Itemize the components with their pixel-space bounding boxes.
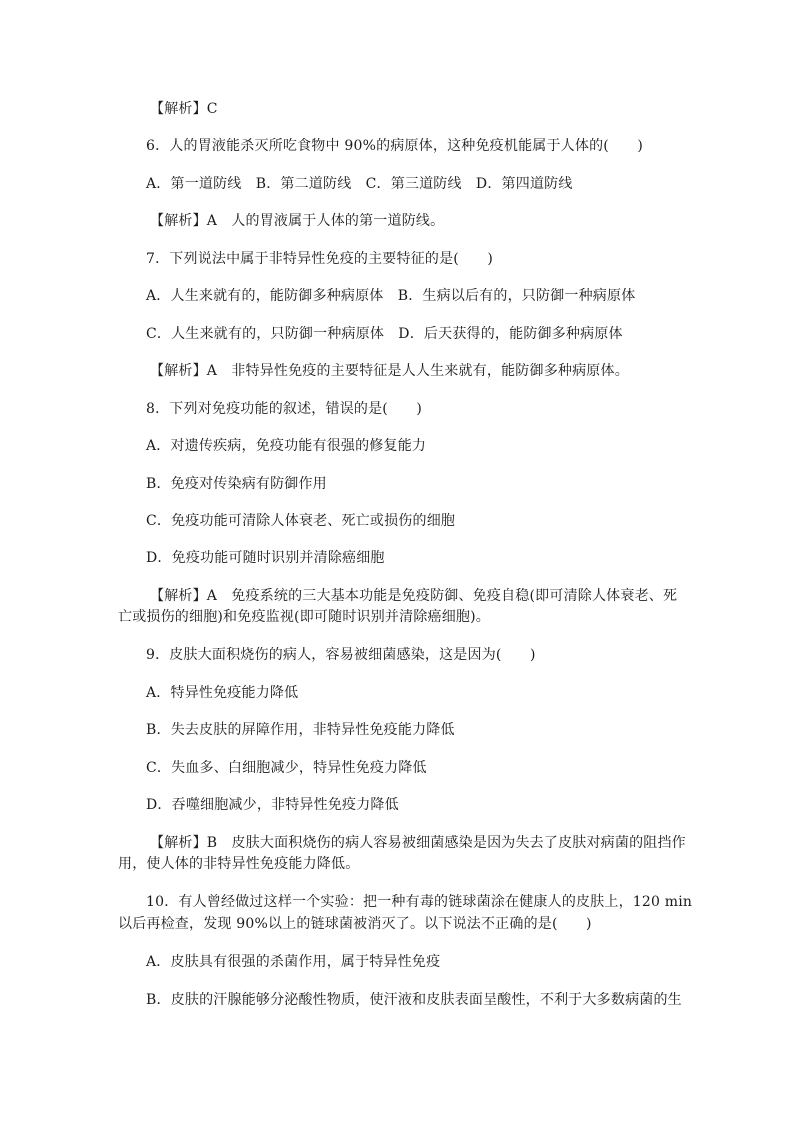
analysis-q9-line1: 【解析】B 皮肤大面积烧伤的病人容易被细菌感染是因为失去了皮肤对病菌的阻挡作 <box>150 835 686 851</box>
analysis-q7: 【解析】A 非特异性免疫的主要特征是人人生来就有，能防御多种病原体。 <box>150 363 629 379</box>
question-10-option-a: A．皮肤具有很强的杀菌作用，属于特异性免疫 <box>146 954 441 970</box>
question-9-option-a: A．特异性免疫能力降低 <box>146 685 299 701</box>
question-7-options-ab: A．人生来就有的，能防御多种病原体 B．生病以后有的，只防御一种病原体 <box>146 288 636 304</box>
question-7-options-cd: C．人生来就有的，只防御一种病原体 D．后天获得的，能防御多种病原体 <box>146 326 623 342</box>
question-8-option-b: B．免疫对传染病有防御作用 <box>146 476 327 492</box>
question-9-option-b: B．失去皮肤的屏障作用，非特异性免疫能力降低 <box>146 722 455 738</box>
question-6: 6．人的胃液能杀灭所吃食物中 90%的病原体，这种免疫机能属于人体的( ) <box>146 138 643 154</box>
question-6-options: A．第一道防线 B．第二道防线 C．第三道防线 D．第四道防线 <box>146 176 573 192</box>
question-8-option-d: D．免疫功能可随时识别并清除癌细胞 <box>146 550 385 566</box>
analysis-q8-line2: 亡或损伤的细胞)和免疫监视(即可随时识别并清除癌细胞)。 <box>118 609 490 625</box>
question-8-option-a: A．对遗传疾病，免疫功能有很强的修复能力 <box>146 438 427 454</box>
analysis-q5: 【解析】C <box>150 101 218 117</box>
question-7: 7．下列说法中属于非特异性免疫的主要特征的是( ) <box>146 251 494 267</box>
analysis-q8-line1: 【解析】A 免疫系统的三大基本功能是免疫防御、免疫自稳(即可清除人体衰老、死 <box>150 588 678 604</box>
question-9-option-d: D．吞噬细胞减少，非特异性免疫力降低 <box>146 797 399 813</box>
analysis-q6: 【解析】A 人的胃液属于人体的第一道防线。 <box>150 213 445 229</box>
question-10-option-b: B．皮肤的汗腺能够分泌酸性物质，使汗液和皮肤表面呈酸性，不利于大多数病菌的生 <box>146 992 682 1008</box>
question-8-option-c: C．免疫功能可清除人体衰老、死亡或损伤的细胞 <box>146 513 456 529</box>
question-8: 8．下列对免疫功能的叙述，错误的是( ) <box>146 401 423 417</box>
question-10-line1: 10．有人曾经做过这样一个实验：把一种有毒的链球菌涂在健康人的皮肤上，120 min <box>146 894 693 910</box>
analysis-q9-line2: 用，使人体的非特异性免疫能力降低。 <box>118 856 360 872</box>
question-9-option-c: C．失血多、白细胞减少，特异性免疫力降低 <box>146 760 427 776</box>
question-9: 9．皮肤大面积烧伤的病人，容易被细菌感染，这是因为( ) <box>146 647 536 663</box>
question-10-line2: 以后再检查，发现 90%以上的链球菌被消灭了。以下说法不正确的是( ) <box>118 916 592 932</box>
